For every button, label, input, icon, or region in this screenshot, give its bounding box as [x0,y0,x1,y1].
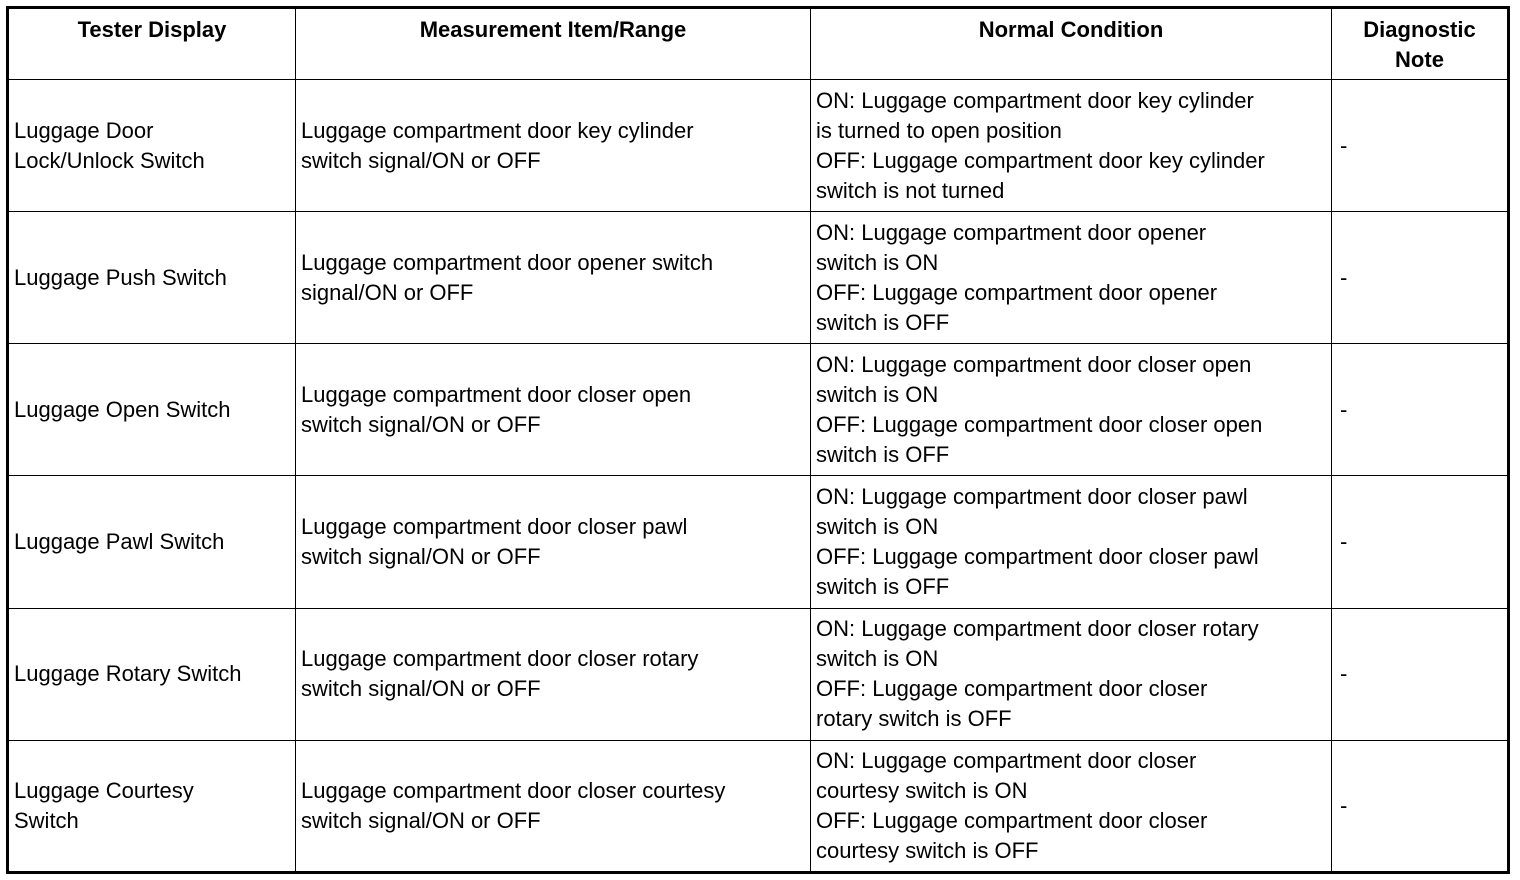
measurement-item-cell-line: switch signal/ON or OFF [301,544,541,570]
measurement-item-cell-line: switch signal/ON or OFF [301,411,541,437]
tester-display-cell-line: Luggage Open Switch [14,396,231,422]
normal-condition-cell-line: switch is ON [816,381,939,407]
normal-condition-cell-line: ON: Luggage compartment door closer [816,747,1197,773]
table-row [8,608,1509,740]
diagnostic-note-cell: - [1332,344,1509,476]
diagnostic-note-cell: - [1332,80,1509,212]
measurement-item-cell-line: Luggage compartment door closer rotary [301,646,699,672]
normal-condition-cell-line: switch is ON [816,249,939,275]
tester-display-cell-line: Lock/Unlock Switch [14,147,205,173]
header-diagnostic-note-line2: Note [1395,47,1444,72]
normal-condition-cell-line: switch is OFF [816,441,950,467]
normal-condition-cell-line: OFF: Luggage compartment door key cylinder [816,147,1265,173]
measurement-item-cell-line: Luggage compartment door closer open [301,381,692,407]
normal-condition-cell-line: OFF: Luggage compartment door closer pawl [816,544,1259,570]
diagnostic-note-cell: - [1332,476,1509,608]
tester-display-cell [8,212,296,344]
table-row [8,212,1509,344]
tester-display-cell [8,80,296,212]
measurement-item-cell-line: Luggage compartment door closer pawl [301,514,688,540]
table-row [8,80,1509,212]
header-measurement-item: Measurement Item/Range [296,8,811,80]
diagnostic-note-cell: - [1332,212,1509,344]
normal-condition-cell-line: switch is OFF [816,309,950,335]
normal-condition-cell-line: switch is OFF [816,574,950,600]
normal-condition-cell-line: ON: Luggage compartment door key cylinder [816,87,1254,113]
tester-display-cell [8,476,296,608]
measurement-item-cell [296,212,811,344]
tester-display-cell-line: Luggage Pawl Switch [14,529,225,555]
tester-display-cell-line: Luggage Rotary Switch [14,661,242,687]
normal-condition-cell [811,476,1332,608]
diagnostic-note-cell: - [1332,608,1509,740]
normal-condition-cell-line: ON: Luggage compartment door opener [816,219,1207,245]
normal-condition-cell [811,608,1332,740]
measurement-item-cell-line: Luggage compartment door opener switch [301,249,714,275]
normal-condition-cell-line: ON: Luggage compartment door closer open [816,351,1252,377]
tester-display-cell-line: Luggage Push Switch [14,264,227,290]
header-normal-condition: Normal Condition [811,8,1332,80]
measurement-item-cell-line: switch signal/ON or OFF [301,676,541,702]
measurement-item-cell [296,740,811,872]
normal-condition-cell [811,740,1332,872]
measurement-item-cell-line: Luggage compartment door key cylinder [301,117,694,143]
measurement-item-cell [296,608,811,740]
measurement-item-cell [296,80,811,212]
measurement-item-cell-line: switch signal/ON or OFF [301,807,541,833]
diagnostic-note-cell: - [1332,740,1509,872]
header-tester-display: Tester Display [8,8,296,80]
normal-condition-cell [811,80,1332,212]
measurement-item-cell [296,344,811,476]
normal-condition-cell-line: switch is ON [816,646,939,672]
tester-display-cell-line: Switch [14,807,79,833]
normal-condition-cell-line: OFF: Luggage compartment door closer [816,807,1208,833]
measurement-item-cell-line: signal/ON or OFF [301,279,474,305]
tester-display-cell-line: Luggage Door [14,117,154,143]
normal-condition-cell-line: OFF: Luggage compartment door opener [816,279,1218,305]
table-header-row [8,8,1509,80]
table-row [8,740,1509,872]
tester-display-cell [8,608,296,740]
table-row [8,344,1509,476]
header-diagnostic-note-line1: Diagnostic [1363,17,1476,42]
normal-condition-cell-line: switch is not turned [816,177,1005,203]
normal-condition-cell-line: OFF: Luggage compartment door closer open [816,411,1263,437]
normal-condition-cell-line: courtesy switch is ON [816,777,1028,803]
normal-condition-cell [811,344,1332,476]
table-row [8,476,1509,608]
normal-condition-cell-line: OFF: Luggage compartment door closer [816,676,1208,702]
normal-condition-cell-line: switch is ON [816,514,939,540]
measurement-item-cell-line: Luggage compartment door closer courtesy [301,777,726,803]
normal-condition-cell-line: rotary switch is OFF [816,706,1012,732]
measurement-item-cell [296,476,811,608]
measurement-item-cell-line: switch signal/ON or OFF [301,147,541,173]
tester-display-cell [8,344,296,476]
tester-display-cell [8,740,296,872]
normal-condition-cell-line: ON: Luggage compartment door closer pawl [816,484,1248,510]
tester-display-cell-line: Luggage Courtesy [14,777,194,803]
normal-condition-cell-line: ON: Luggage compartment door closer rotary [816,616,1259,642]
normal-condition-cell [811,212,1332,344]
normal-condition-cell-line: is turned to open position [816,117,1062,143]
header-diagnostic-note [1332,8,1509,80]
data-list-table [6,6,1510,874]
normal-condition-cell-line: courtesy switch is OFF [816,837,1039,863]
